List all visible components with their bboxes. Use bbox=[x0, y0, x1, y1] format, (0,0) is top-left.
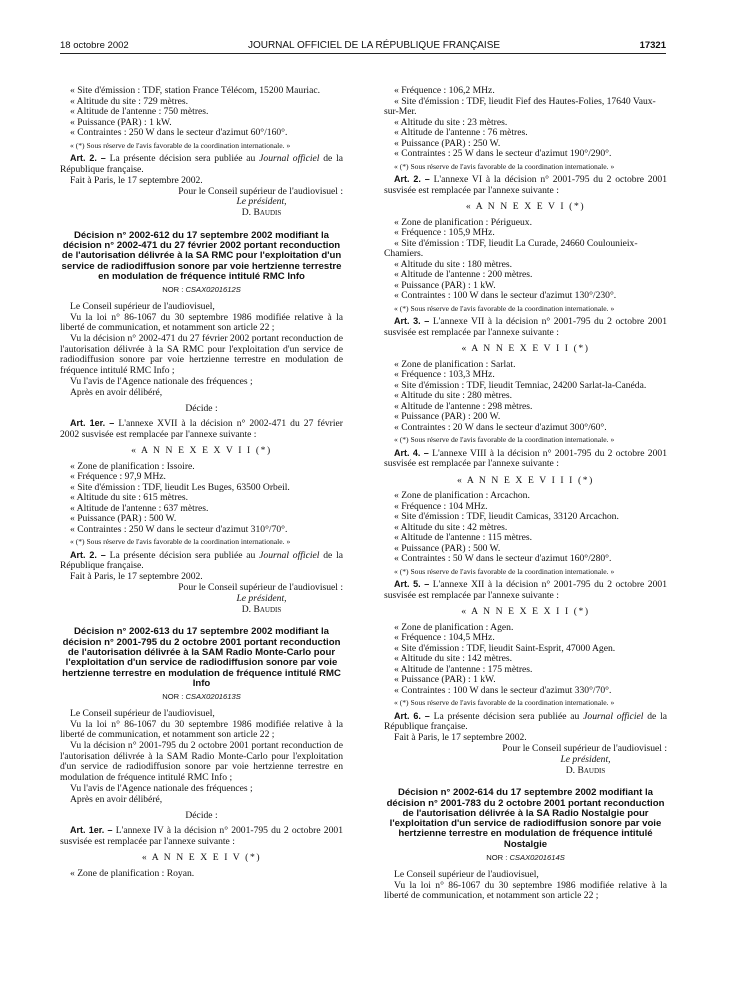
field-line: « Zone de planification : Agen. bbox=[394, 621, 514, 633]
signature-name: D. Baudis bbox=[241, 207, 282, 219]
right-column bbox=[384, 86, 667, 902]
decide-line: Décide : bbox=[185, 402, 218, 414]
footnote: « (*) Sous réserve de l'avis favorable de la coordination internationale. » bbox=[394, 303, 615, 313]
field-line: « Altitude de l'antenne : 298 mètres. bbox=[394, 400, 533, 412]
paragraph: Le Conseil supérieur de l'audiovisuel, bbox=[394, 868, 539, 880]
field-line: « Puissance (PAR) : 1 kW. bbox=[394, 674, 496, 685]
field-line: « Site d'émission : TDF, lieudit Temniac, 24200 Sarlat-la-Canéda. bbox=[394, 379, 647, 391]
paragraph: Le Conseil supérieur de l'audiovisuel, bbox=[70, 300, 215, 312]
nor-reference: NOR : CSAX0201613S bbox=[162, 692, 241, 702]
article-paragraph: Art. 4. – L'annexe VIII à la décision n° 2001-795 du 2 octobre 2001 susvisée est remplacée par l'annexe suivante : bbox=[384, 447, 667, 469]
annex-title: « A N N E X E V I (*) bbox=[465, 201, 586, 212]
field-line: « Puissance (PAR) : 1 kW. bbox=[394, 279, 496, 291]
field-line: « Site d'émission : TDF, lieudit Fief des Hautes-Folies, 17640 Vaux-sur-Mer. bbox=[384, 95, 656, 117]
article-paragraph: Art. 1er. – L'annexe XVII à la décision n° 2002-471 du 27 février 2002 susvisée est remplacée par l'annexe suivante : bbox=[60, 418, 344, 440]
done-at-line: Fait à Paris, le 17 septembre 2002. bbox=[70, 174, 203, 186]
article-paragraph: Art. 1er. – L'annexe IV à la décision n° 2001-795 du 2 octobre 2001 susvisée est remplacée par l'annexe suivante : bbox=[60, 825, 343, 847]
left-column bbox=[60, 86, 343, 880]
signature-for: Pour le Conseil supérieur de l'audiovisuel : bbox=[178, 185, 343, 197]
field-line: « Altitude du site : 280 mètres. bbox=[394, 390, 513, 401]
field-line: « Zone de planification : Issoire. bbox=[70, 460, 195, 472]
annex-title: « A N N E X E I V (*) bbox=[141, 852, 262, 864]
field-line: « Altitude du site : 729 mètres. bbox=[70, 95, 189, 107]
field-line: « Altitude de l'antenne : 200 mètres. bbox=[394, 269, 533, 280]
article-paragraph: Art. 2. – L'annexe VI à la décision n° 2001-795 du 2 octobre 2001 susvisée est remplacée par l'annexe suivante : bbox=[384, 174, 667, 196]
decision-title: Décision n° 2002-614 du 17 septembre 2002 modifiant la décision n° 2001-783 du 2 octobre 2001 portant reconduction de l'autorisation délivrée à la SA Radio Nostalgie pour l'exploitation d'un service de radiodiffusion sonore par voie hertzienne terrestre en modulation de fréquence intitulé Nostalgie bbox=[386, 787, 665, 850]
field-line: « Altitude du site : 615 mètres. bbox=[70, 492, 189, 504]
done-at-line: Fait à Paris, le 17 septembre 2002. bbox=[394, 732, 527, 744]
field-line: « Contraintes : 250 W dans le secteur d'azimut 310°/70°. bbox=[70, 523, 288, 535]
annex-title: « A N N E X E X V I I (*) bbox=[131, 445, 272, 457]
field-line: « Altitude du site : 42 mètres. bbox=[394, 521, 508, 533]
field-line: « Contraintes : 50 W dans le secteur d'azimut 160°/280°. bbox=[394, 553, 612, 564]
field-line: « Puissance (PAR) : 500 W. bbox=[70, 513, 177, 525]
field-line: « Puissance (PAR) : 500 W. bbox=[394, 542, 501, 554]
signature-for: Pour le Conseil supérieur de l'audiovisuel : bbox=[502, 743, 667, 755]
field-line: « Zone de planification : Arcachon. bbox=[394, 490, 530, 501]
nor-reference: NOR : CSAX0201614S bbox=[486, 853, 565, 863]
field-line: « Altitude du site : 180 mètres. bbox=[394, 258, 513, 270]
decide-line: Décide : bbox=[185, 809, 218, 821]
field-line: « Puissance (PAR) : 1 kW. bbox=[70, 116, 172, 128]
nor-reference: NOR : CSAX0201612S bbox=[162, 285, 241, 295]
footnote: « (*) Sous réserve de l'avis favorable de la coordination internationale. » bbox=[394, 566, 615, 576]
footnote: « (*) Sous réserve de l'avis favorable de la coordination internationale. » bbox=[394, 435, 615, 444]
page-date: 18 octobre 2002 bbox=[60, 40, 129, 51]
signature-name: D. Baudis bbox=[565, 764, 606, 776]
field-line: « Site d'émission : TDF, lieudit Les Buges, 63500 Orbeil. bbox=[70, 481, 290, 493]
signature-for: Pour le Conseil supérieur de l'audiovisuel : bbox=[178, 582, 343, 594]
annex-fields bbox=[60, 462, 343, 536]
article-paragraph: Art. 2. – La présente décision sera publiée au Journal officiel de la République française. bbox=[60, 153, 343, 175]
page-number: 17321 bbox=[639, 40, 666, 51]
field-line: « Zone de planification : Sarlat. bbox=[394, 358, 516, 370]
field-line: « Puissance (PAR) : 200 W. bbox=[394, 411, 501, 422]
signature-title: Le président, bbox=[560, 753, 611, 765]
journal-title: JOURNAL OFFICIEL DE LA RÉPUBLIQUE FRANÇAISE bbox=[247, 40, 501, 51]
field-line: « Contraintes : 20 W dans le secteur d'azimut 300°/60°. bbox=[394, 421, 607, 433]
signature-title: Le président, bbox=[236, 196, 287, 208]
field-line: « Contraintes : 100 W dans le secteur d'azimut 330°/70°. bbox=[394, 684, 612, 696]
field-line: « Fréquence : 104,5 MHz. bbox=[394, 632, 495, 643]
decision-title: Décision n° 2002-612 du 17 septembre 2002 modifiant la décision n° 2002-471 du 27 février 2002 portant reconduction de l'autorisation délivrée à la SA RMC pour l'exploitation d'un service de radiodiffusion sonore par voie hertzienne terrestre en modulation de fréquence intitulé RMC Info bbox=[61, 229, 342, 282]
paragraph: Vu la décision n° 2002-471 du 27 février 2002 portant reconduction de l'autorisation délivrée à la SA RMC pour l'exploitation d'un service de radiodiffusion sonore par voie hertzienne terrestre en modulation de fréquence intitulé RMC Info ; bbox=[60, 333, 343, 376]
paragraph: Le Conseil supérieur de l'audiovisuel, bbox=[70, 707, 215, 719]
annex-title: « A N N E X E V I I (*) bbox=[461, 343, 590, 354]
field-line: « Altitude de l'antenne : 175 mètres. bbox=[394, 663, 533, 675]
article-paragraph: Art. 5. – L'annexe XII à la décision n° 2001-795 du 2 octobre 2001 susvisée est remplacée par l'annexe suivante : bbox=[384, 579, 667, 601]
footnote: « (*) Sous réserve de l'avis favorable de la coordination internationale. » bbox=[394, 161, 615, 171]
article-paragraph: Art. 2. – La présente décision sera publiée au Journal officiel de la République française. bbox=[60, 549, 343, 572]
field-line: « Fréquence : 106,2 MHz. bbox=[394, 85, 495, 96]
annex-fields bbox=[384, 491, 667, 565]
paragraph: Vu la loi n° 86-1067 du 30 septembre 1986 modifiée relative à la liberté de communication, et notamment son article 22 ; bbox=[384, 879, 667, 902]
field-line: « Fréquence : 105,9 MHz. bbox=[394, 227, 495, 238]
field-line: « Site d'émission : TDF, station France Télécom, 15200 Mauriac. bbox=[70, 85, 321, 96]
paragraph: Après en avoir délibéré, bbox=[70, 794, 163, 806]
field-line: « Fréquence : 104 MHz. bbox=[394, 500, 488, 512]
annex-fields-top-right bbox=[384, 86, 667, 160]
footnote: « (*) Sous réserve de l'avis favorable de la coordination internationale. » bbox=[70, 537, 291, 547]
field-line: « Contraintes : 25 W dans le secteur d'azimut 190°/290°. bbox=[394, 148, 612, 159]
annex-fields bbox=[384, 623, 667, 697]
annex-title: « A N N E X E X I I (*) bbox=[461, 606, 590, 617]
footnote: « (*) Sous réserve de l'avis favorable de la coordination internationale. » bbox=[394, 698, 615, 707]
field-line: « Altitude de l'antenne : 637 mètres. bbox=[70, 502, 209, 514]
paragraph: Vu la loi n° 86-1067 du 30 septembre 1986 modifiée relative à la liberté de communication, et notamment son article 22 ; bbox=[60, 311, 343, 334]
field-line: « Altitude de l'antenne : 115 mètres. bbox=[394, 532, 533, 543]
field-line: « Altitude de l'antenne : 76 mètres. bbox=[394, 127, 528, 138]
field-line: « Altitude de l'antenne : 750 mètres. bbox=[70, 106, 209, 117]
field-line: « Zone de planification : Royan. bbox=[70, 867, 195, 879]
done-at-line: Fait à Paris, le 17 septembre 2002. bbox=[70, 571, 203, 583]
paragraph: Vu l'avis de l'Agence nationale des fréquences ; bbox=[70, 782, 253, 794]
field-line: « Site d'émission : TDF, lieudit Camicas, 33120 Arcachon. bbox=[394, 511, 619, 522]
annex-title: « A N N E X E V I I I (*) bbox=[457, 474, 594, 486]
field-line: « Zone de planification : Périgueux. bbox=[394, 216, 533, 228]
field-line: « Altitude du site : 142 mètres. bbox=[394, 653, 513, 664]
field-line: « Site d'émission : TDF, lieudit Saint-Esprit, 47000 Agen. bbox=[394, 642, 616, 654]
footnote: « (*) Sous réserve de l'avis favorable de la coordination internationale. » bbox=[70, 140, 291, 150]
field-line: « Fréquence : 97,9 MHz. bbox=[70, 471, 166, 483]
paragraph: Vu la loi n° 86-1067 du 30 septembre 1986 modifiée relative à la liberté de communication, et notamment son article 22 ; bbox=[60, 718, 343, 741]
paragraph: Après en avoir délibéré, bbox=[70, 387, 163, 399]
article-paragraph: Art. 6. – La présente décision sera publiée au Journal officiel de la République française. bbox=[384, 710, 667, 732]
field-line: « Contraintes : 250 W dans le secteur d'azimut 60°/160°. bbox=[70, 127, 288, 138]
annex-fields-top-left bbox=[60, 86, 343, 139]
decision-title: Décision n° 2002-613 du 17 septembre 2002 modifiant la décision n° 2001-795 du 2 octobre 2001 portant reconduction de l'autorisation délivrée à la SAM Radio Monte-Carlo pour l'exploitation d'un service de radiodiffusion sonore par voie hertzienne terrestre en modulation de fréquence intitulé RMC Info bbox=[62, 626, 341, 689]
annex-fields bbox=[384, 218, 667, 302]
signature-name: D. Baudis bbox=[241, 603, 282, 615]
annex-fields bbox=[384, 360, 667, 434]
field-line: « Altitude du site : 23 mètres. bbox=[394, 116, 508, 128]
paragraph: Vu la décision n° 2001-795 du 2 octobre 2001 portant reconduction de l'autorisation délivrée à la SAM Radio Monte-Carlo pour l'exploitation d'un service de radiodiffusion sonore par voie hertzienne terrestre en modulation de fréquence intitulé RMC Info ; bbox=[60, 740, 343, 783]
paragraph: Vu l'avis de l'Agence nationale des fréquences ; bbox=[70, 376, 253, 388]
signature-title: Le président, bbox=[236, 592, 287, 604]
header-rule bbox=[60, 53, 666, 54]
article-paragraph: Art. 3. – L'annexe VII à la décision n° 2001-795 du 2 octobre 2001 susvisée est remplacée par l'annexe suivante : bbox=[384, 316, 668, 338]
field-line: « Contraintes : 100 W dans le secteur d'azimut 130°/230°. bbox=[394, 290, 617, 301]
field-line: « Puissance (PAR) : 250 W. bbox=[394, 137, 501, 149]
field-line: « Site d'émission : TDF, lieudit La Curade, 24660 Coulounieix-Chamiers. bbox=[384, 237, 638, 259]
field-line: « Fréquence : 103,3 MHz. bbox=[394, 369, 495, 380]
